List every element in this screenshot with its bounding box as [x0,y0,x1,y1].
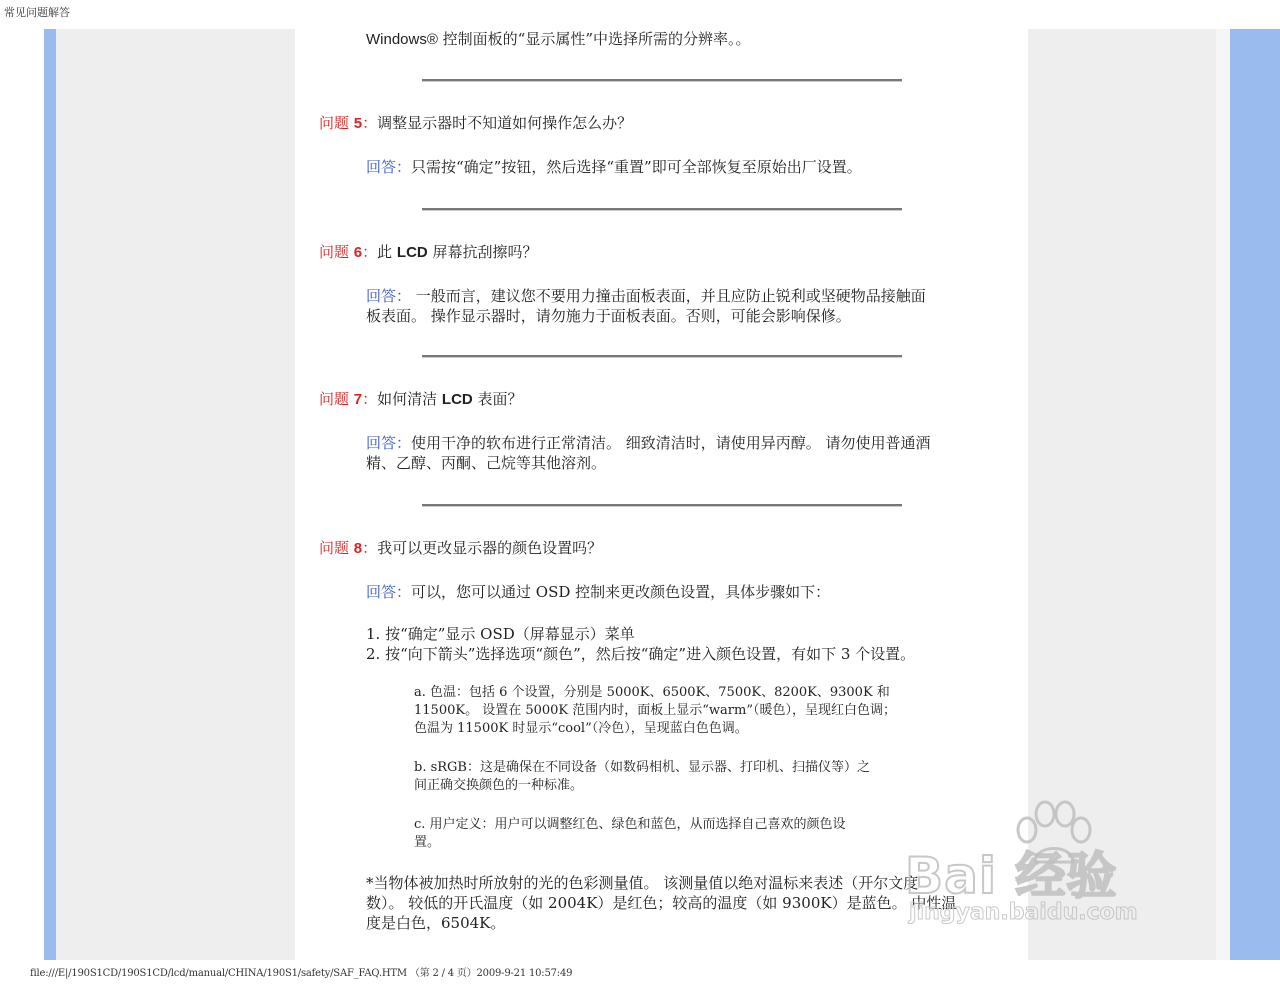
question-number: 7 [353,391,363,408]
watermark-brand: Bai 经验 [905,847,1118,905]
question-text-lcd: LCD [396,244,428,261]
question-label: 问题 [319,114,354,132]
sub-b-line-1: b. sRGB：这是确保在不同设备（如数码相机、显示器、打印机、扫描仪等）之 [414,760,870,775]
question-colon: ： [362,243,378,261]
answer-label: 回答： [366,583,412,601]
sub-b-line-2: 间正确交换颜色的一种标准。 [414,778,584,793]
footnote [366,873,966,933]
question-colon: ： [362,114,378,132]
intro-text: 控制面板的“显示属性”中选择所需的分辨率。。 [437,30,751,48]
sub-c-line-1: c. 用户定义：用户可以调整红色、绿色和蓝色，从而选择自己喜欢的颜色设 [414,817,846,832]
sub-a-line-1: a. 色温：包括 6 个设置，分别是 5000K、6500K、7500K、8200K、9300K 和 [414,685,890,700]
question-label: 问题 [319,390,354,408]
question-7 [319,389,523,410]
answer-label: 回答： [366,158,412,176]
sub-item-a [414,684,934,738]
answer-text: 只需按“确定”按钮，然后选择“重置”即可全部恢复至原始出厂设置。 [411,158,862,176]
right-blue-bar [1230,29,1280,960]
intro-line [366,29,751,50]
left-margin [56,29,295,960]
sub-item-c [414,816,934,852]
question-number: 8 [353,540,363,557]
answer-8 [366,582,830,602]
answer-line-2: 板表面。 操作显示器时，请勿施力于面板表面。否则，可能会影响保修。 [366,307,851,325]
answer-7 [366,433,966,473]
right-strip [1216,29,1230,960]
question-number: 6 [353,244,363,261]
answer-5 [366,157,862,177]
sub-a-line-3: 色温为 11500K 时显示“cool”（冷色），呈现蓝白色色调。 [414,721,748,736]
question-text-post: 表面？ [472,390,523,408]
intro-windows: Windows® [366,31,438,48]
step-2: 2. 按“向下箭头”选择选项“颜色”，然后按“确定”进入颜色设置，有如下 3 个设置。 [366,645,916,663]
question-colon: ： [362,539,378,557]
question-colon: ： [362,390,378,408]
divider [422,355,902,358]
footnote-line-3: 度是白色，6504K。 [366,914,506,932]
question-5 [319,113,632,134]
sub-a-line-2: 11500K。 设置在 5000K 范围内时，面板上显示“warm”（暖色），呈现红白色调； [414,703,896,718]
sub-item-b [414,759,934,795]
divider [422,208,902,211]
answer-label: 回答： [366,287,412,305]
answer-line-1: 一般而言，建议您不要用力撞击面板表面，并且应防止锐利或坚硬物品接触面 [411,287,926,305]
question-6 [319,242,538,263]
steps-list [366,624,915,664]
question-text-pre: 如何清洁 [377,390,442,408]
answer-6 [366,286,966,326]
question-label: 问题 [319,243,354,261]
divider [422,504,902,507]
question-text: 我可以更改显示器的颜色设置吗？ [377,539,603,557]
question-number: 5 [353,115,363,132]
divider [422,79,902,82]
sub-c-line-2: 置。 [414,835,441,850]
question-text: 调整显示器时不知道如何操作怎么办？ [377,114,633,132]
answer-label: 回答： [366,434,412,452]
step-1: 1. 按“确定”显示 OSD（屏幕显示）菜单 [366,625,635,643]
footnote-line-1: *当物体被加热时所放射的光的色彩测量值。 该测量值以绝对温标来表述（开尔文度 [366,874,919,892]
question-text-lcd: LCD [441,391,473,408]
question-text-post: 屏幕抗刮擦吗？ [427,243,538,261]
question-label: 问题 [319,539,354,557]
baidu-watermark [905,800,1205,940]
print-header-title: 常见问题解答 [4,6,70,19]
footnote-line-2: 数）。 较低的开氏温度（如 2004K）是红色；较高的温度（如 9300K）是蓝色。 中性温 [366,894,957,912]
question-8 [319,538,602,559]
answer-line-1: 使用干净的软布进行正常清洁。 细致清洁时，请使用异丙醇。 请勿使用普通酒 [411,434,931,452]
watermark-url: jingyan.baidu.com [909,900,1138,925]
question-text-pre: 此 [377,243,397,261]
print-footer-path: file:///E|/190S1CD/190S1CD/lcd/manual/CHINA/190S1/safety/SAF_FAQ.HTM （第 2 / 4 页）2009-9-21 10:57:49 [30,968,573,979]
answer-line-2: 精、乙醇、丙酮、己烷等其他溶剂。 [366,454,607,472]
left-blue-bar [44,29,56,960]
answer-text: 可以，您可以通过 OSD 控制来更改颜色设置，具体步骤如下： [411,583,831,601]
